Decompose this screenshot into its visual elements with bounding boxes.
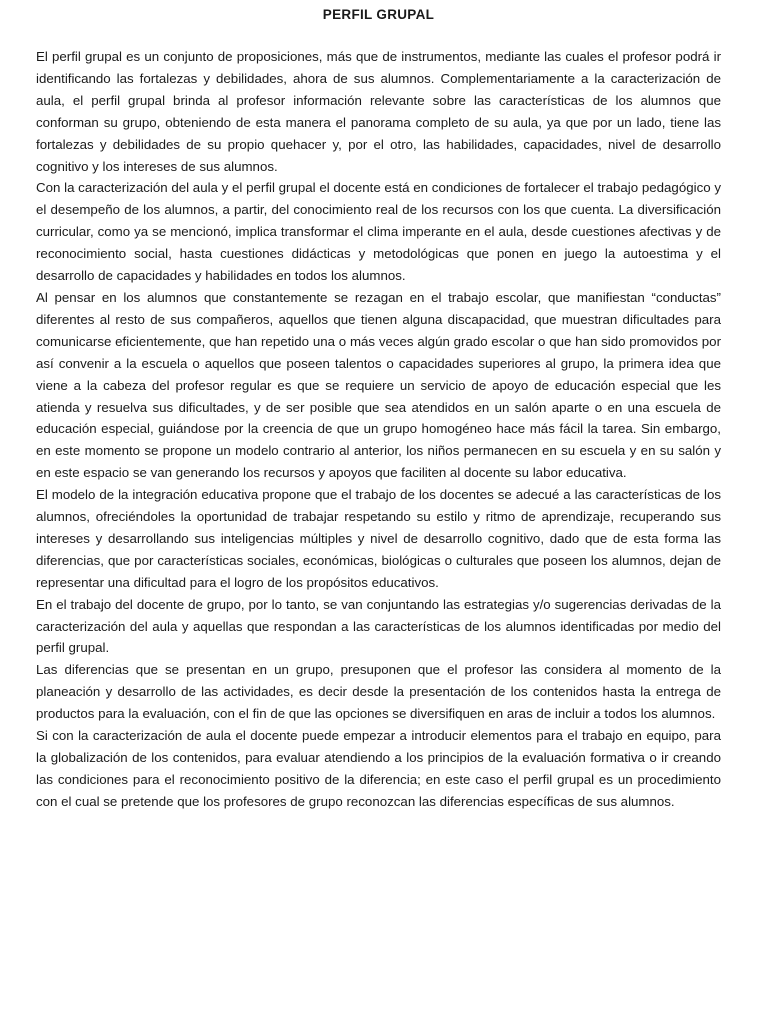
paragraph-1: El perfil grupal es un conjunto de proposiciones, más que de instrumentos, mediante las cuales el profesor podrá ir identificando las fortalezas y debilidades, ahora de sus alumnos. Complementariamente a la caracterización de aula, el perfil grupal brinda al profesor información relevante sobre las características de los alumnos que conforman su grupo, obteniendo de esta manera el panorama completo de su aula, ya que por un lado, tiene las fortalezas y debilidades de su propio quehacer y, por el otro, las habilidades, capacidades, nivel de desarrollo cognitivo y los intereses de sus alumnos. [36, 49, 721, 174]
paragraph-4: El modelo de la integración educativa propone que el trabajo de los docentes se adecué a las características de los alumnos, ofreciéndoles la oportunidad de trabajar respetando su estilo y ritmo de aprendizaje, recuperando sus intereses y desarrollando sus inteligencias múltiples y nivel de desarrollo cognitivo, dado que de esta forma las diferencias, que por características sociales, económicas, biológicas o culturales que poseen los alumnos, dejan de representar una dificultad para el logro de los propósitos educativos. [36, 487, 721, 590]
document-page [36, 4, 721, 813]
paragraph-6: Las diferencias que se presentan en un grupo, presuponen que el profesor las considera al momento de la planeación y desarrollo de las actividades, es decir desde la presentación de los contenidos hasta la entrega de productos para la evaluación, con el fin de que las opciones se diversifiquen en aras de incluir a todos los alumnos. [36, 662, 721, 722]
paragraph-5: En el trabajo del docente de grupo, por lo tanto, se van conjuntando las estrategias y/o sugerencias derivadas de la caracterización del aula y aquellas que respondan a las características de los alumnos identificadas por medio del perfil grupal. [36, 596, 721, 656]
paragraph-7: Si con la caracterización de aula el docente puede empezar a introducir elementos para el trabajo en equipo, para la globalización de los contenidos, para evaluar atendiendo a los principios de la evaluación formativa o ir creando las condiciones para el reconocimiento positivo de la diferencia; en este caso el perfil grupal es un procedimiento con el cual se pretende que los profesores de grupo reconozcan las diferencias específicas de sus alumnos. [36, 728, 721, 809]
document-title: PERFIL GRUPAL [322, 7, 435, 22]
paragraph-2: Con la caracterización del aula y el perfil grupal el docente está en condiciones de fortalecer el trabajo pedagógico y el desempeño de los alumnos, a partir, del conocimiento real de los recursos con los que cuenta. La diversificación curricular, como ya se mencionó, implica transformar el clima imperante en el aula, desde cuestiones afectivas y de reconocimiento social, hasta cuestiones didácticas y metodológicas que ponen en juego la autoestima y el desarrollo de capacidades y habilidades en todos los alumnos. [36, 180, 721, 284]
paragraph-3: Al pensar en los alumnos que constantemente se rezagan en el trabajo escolar, que manifiestan “conductas” diferentes al resto de sus compañeros, aquellos que tienen alguna discapacidad, que muestran dificultades para comunicarse eficientemente, que han repetido una o más veces algún grado escolar o que han sido promovidos por así convenir a la escuela o aquellos que poseen talentos o capacidades superiores al grupo, la primera idea que viene a la cabeza del profesor regular es que se requiere un servicio de apoyo de educación especial que les atienda y resuelva sus dificultades, y de ser posible que sea atendidos en un salón aparte o en una escuela de educación especial, guiándose por la creencia de que un grupo homogéneo hace más fácil la tarea. Sin embargo, en este momento se propone un modelo contrario al anterior, los niños permanecen en su escuela y en su salón y en este espacio se van generando los recursos y apoyos que faciliten al docente su labor educativa. [36, 289, 721, 481]
